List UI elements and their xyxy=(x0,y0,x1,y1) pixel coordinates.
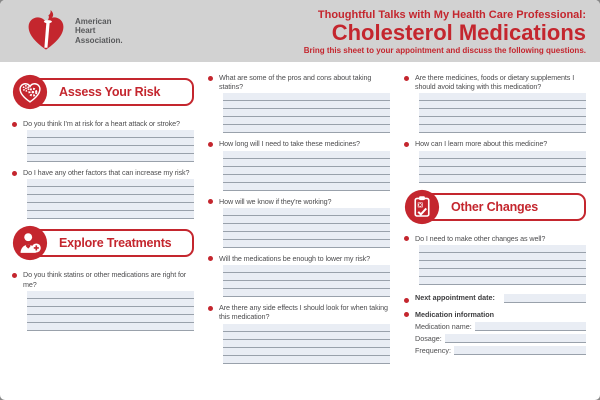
answer-line[interactable] xyxy=(223,332,390,340)
question-head xyxy=(208,139,390,148)
info-field-label: Medication name: xyxy=(415,321,472,331)
answer-lines xyxy=(27,291,194,331)
bullet-icon xyxy=(12,273,17,278)
answer-line[interactable] xyxy=(27,138,194,146)
answer-line[interactable] xyxy=(223,265,390,273)
question-text: Do you think statins or other medications are right for me? xyxy=(23,270,187,289)
question-head xyxy=(208,73,390,91)
bullet-icon xyxy=(208,76,213,81)
section-badge xyxy=(404,189,586,225)
bullet-icon xyxy=(208,142,213,147)
question-head xyxy=(208,254,390,263)
answer-lines xyxy=(27,130,194,162)
next-appointment-field xyxy=(404,294,586,303)
answer-line[interactable] xyxy=(223,93,390,101)
bullet-icon xyxy=(208,256,213,261)
answer-line[interactable] xyxy=(419,159,586,167)
answer-line[interactable] xyxy=(419,117,586,125)
answer-lines xyxy=(419,93,586,133)
section-badge-label: Other Changes xyxy=(451,199,538,214)
question-item xyxy=(208,303,390,363)
section-badge-box xyxy=(28,78,194,106)
answer-line[interactable] xyxy=(223,101,390,109)
aha-logo-line1: American xyxy=(75,16,112,26)
info-field-label: Dosage: xyxy=(415,333,442,343)
question-head xyxy=(404,139,586,148)
answer-line[interactable] xyxy=(223,175,390,183)
answer-line[interactable] xyxy=(419,101,586,109)
answer-line[interactable] xyxy=(223,240,390,248)
answer-lines xyxy=(223,265,390,297)
answer-line[interactable] xyxy=(27,154,194,162)
question-head xyxy=(208,197,390,206)
answer-line[interactable] xyxy=(27,179,194,187)
answer-line[interactable] xyxy=(27,146,194,154)
question-head xyxy=(12,270,194,288)
question-text: Are there medicines, foods or dietary supplements I should avoid taking with this medication? xyxy=(415,73,575,92)
answer-line[interactable] xyxy=(27,187,194,195)
question-item xyxy=(404,139,586,182)
question-text: How will we know if they're working? xyxy=(219,196,332,206)
info-field xyxy=(415,346,586,355)
question-item xyxy=(404,73,586,133)
answer-line[interactable] xyxy=(27,307,194,315)
header-titles xyxy=(304,7,586,55)
answer-line[interactable] xyxy=(223,224,390,232)
section-badge-box xyxy=(28,229,194,257)
medication-info-group xyxy=(404,310,586,355)
question-item xyxy=(208,254,390,297)
bullet-icon xyxy=(404,236,409,241)
info-field xyxy=(415,334,586,343)
answer-line[interactable] xyxy=(27,211,194,219)
answer-line[interactable] xyxy=(419,245,586,253)
answer-lines xyxy=(223,208,390,248)
answer-line[interactable] xyxy=(223,348,390,356)
bullet-icon xyxy=(404,142,409,147)
answer-lines xyxy=(223,151,390,191)
page-title: Cholesterol Medications xyxy=(331,20,586,46)
question-head xyxy=(208,303,390,321)
aha-logo-text xyxy=(75,17,123,46)
header xyxy=(0,0,600,62)
answer-line[interactable] xyxy=(419,93,586,101)
answer-line[interactable] xyxy=(223,183,390,191)
answer-line[interactable] xyxy=(27,130,194,138)
answer-line[interactable] xyxy=(27,291,194,299)
question-text: What are some of the pros and cons about taking statins? xyxy=(219,73,372,92)
answer-line[interactable] xyxy=(419,125,586,133)
bullet-icon xyxy=(208,306,213,311)
answer-line[interactable] xyxy=(223,356,390,364)
info-field-line[interactable] xyxy=(475,322,586,331)
bullet-icon xyxy=(208,199,213,204)
inline-field-line[interactable] xyxy=(504,294,586,303)
info-field xyxy=(415,322,586,331)
question-text: Do I have any other factors that can increase my risk? xyxy=(23,168,190,178)
answer-line[interactable] xyxy=(419,109,586,117)
question-head xyxy=(12,119,194,128)
answer-line[interactable] xyxy=(419,269,586,277)
column-1 xyxy=(12,73,194,370)
column-2 xyxy=(208,73,390,370)
answer-line[interactable] xyxy=(419,151,586,159)
section-badge xyxy=(12,225,194,261)
page-subtitle: Bring this sheet to your appointment and discuss the following questions. xyxy=(303,45,586,55)
answer-line[interactable] xyxy=(223,216,390,224)
answer-line[interactable] xyxy=(223,281,390,289)
aha-logo-line3: Association. xyxy=(75,35,123,45)
answer-lines xyxy=(419,151,586,183)
question-item xyxy=(12,270,194,330)
bullet-icon xyxy=(404,298,409,303)
question-head xyxy=(404,73,586,91)
question-item xyxy=(12,119,194,162)
answer-line[interactable] xyxy=(419,261,586,269)
aha-logo-line2: Heart xyxy=(75,26,96,36)
question-item xyxy=(208,139,390,190)
info-field-label: Frequency: xyxy=(415,345,451,355)
bullet-icon xyxy=(404,76,409,81)
question-item xyxy=(404,234,586,285)
section-badge-box xyxy=(420,193,586,221)
answer-line[interactable] xyxy=(223,324,390,332)
answer-line[interactable] xyxy=(223,208,390,216)
answer-lines xyxy=(223,93,390,133)
answer-line[interactable] xyxy=(27,315,194,323)
clipboard-check-icon xyxy=(404,189,440,225)
question-item xyxy=(208,73,390,133)
answer-lines xyxy=(419,245,586,285)
answer-line[interactable] xyxy=(223,167,390,175)
inline-field-label: Next appointment date: xyxy=(415,293,495,303)
gears-heart-icon xyxy=(12,74,48,110)
aha-logo xyxy=(24,8,123,54)
question-text: Do you think I'm at risk for a heart attack or stroke? xyxy=(23,119,180,128)
bullet-icon xyxy=(404,312,409,317)
answer-line[interactable] xyxy=(419,277,586,285)
bullet-icon xyxy=(12,171,17,176)
answer-line[interactable] xyxy=(223,117,390,125)
question-text: Are there any side effects I should look for when taking this medication? xyxy=(219,303,388,322)
answer-line[interactable] xyxy=(223,159,390,167)
question-text: Do I need to make other changes as well? xyxy=(415,233,546,243)
answer-lines xyxy=(223,324,390,364)
columns xyxy=(0,62,600,370)
answer-line[interactable] xyxy=(27,195,194,203)
answer-line[interactable] xyxy=(223,125,390,133)
section-badge-label: Explore Treatments xyxy=(59,236,172,251)
answer-line[interactable] xyxy=(419,167,586,175)
answer-line[interactable] xyxy=(223,232,390,240)
title-prefix: Thoughtful Talks with My Health Care Professional: xyxy=(317,9,586,22)
question-text: How long will I need to take these medicines? xyxy=(219,139,360,149)
question-text: How can I learn more about this medicine? xyxy=(415,139,548,149)
bullet-icon xyxy=(12,122,17,127)
answer-line[interactable] xyxy=(419,253,586,261)
info-group-title: Medication information xyxy=(415,309,495,319)
answer-line[interactable] xyxy=(223,273,390,281)
answer-line[interactable] xyxy=(223,340,390,348)
question-head xyxy=(404,234,586,243)
section-badge-label: Assess Your Risk xyxy=(59,85,161,99)
answer-line[interactable] xyxy=(223,151,390,159)
info-field-line[interactable] xyxy=(454,346,586,355)
answer-lines xyxy=(27,179,194,219)
answer-line[interactable] xyxy=(223,109,390,117)
column-3 xyxy=(404,73,586,370)
aha-heart-torch-icon xyxy=(24,8,68,54)
answer-line[interactable] xyxy=(223,289,390,297)
question-head xyxy=(12,168,194,177)
section-badge xyxy=(12,74,194,110)
answer-line[interactable] xyxy=(27,323,194,331)
question-item xyxy=(208,197,390,248)
doctor-plus-icon xyxy=(12,225,48,261)
question-item xyxy=(12,168,194,219)
question-text: Will the medications be enough to lower my risk? xyxy=(219,253,370,263)
answer-line[interactable] xyxy=(27,299,194,307)
info-field-line[interactable] xyxy=(445,334,586,343)
answer-line[interactable] xyxy=(27,203,194,211)
answer-line[interactable] xyxy=(419,175,586,183)
info-group-head xyxy=(404,310,586,319)
